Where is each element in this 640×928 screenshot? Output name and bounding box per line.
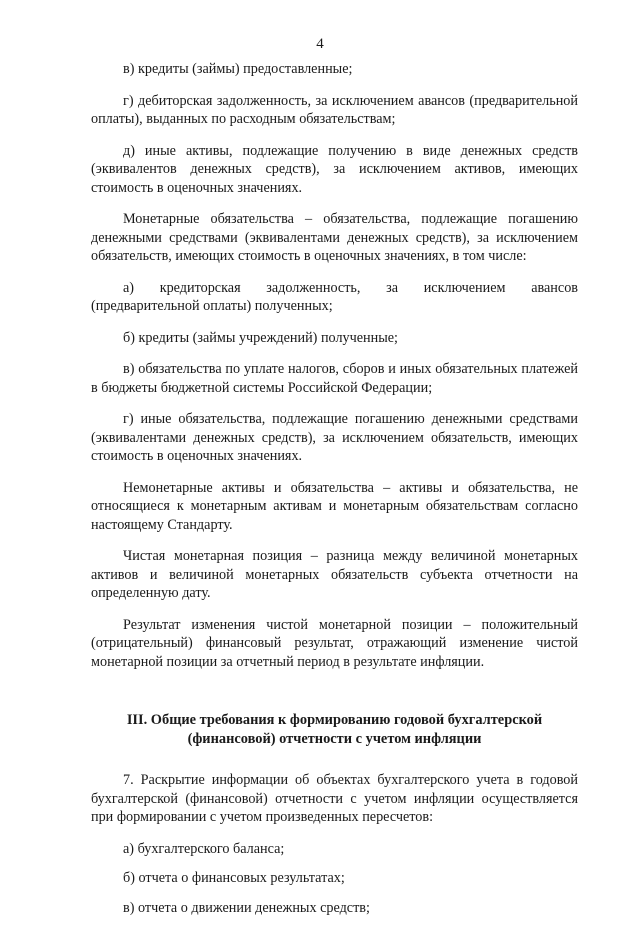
paragraph-other-obligations: г) иные обязательства, подлежащие погашению денежными средствами (эквивалентами денежных средств), за исключением обязательств, имеющих стоимость в оценочных значениях.	[91, 411, 578, 464]
paragraph-payables: а) кредиторская задолженность, за исключением авансов (предварительной оплаты) полученных;	[91, 279, 578, 314]
paragraph-loans-received: б) кредиты (займы учреждений) полученные;	[123, 329, 399, 346]
paragraph-monetary-liabilities-definition: Монетарные обязательства – обязательства, подлежащие погашению денежными средствами (эквивалентами денежных средств), за исключением обязательств, имеющих стоимость в оценочных значениях, в том числе:	[91, 211, 578, 264]
paragraph-net-monetary-position: Чистая монетарная позиция – разница между величиной монетарных активов и величиной монетарных обязательств субъекта отчетности на определенную дату.	[91, 548, 578, 601]
paragraph-receivables: г) дебиторская задолженность, за исключением авансов (предварительной оплаты), выданных по расходным обязательствам;	[91, 92, 578, 127]
section-heading-line1: III. Общие требования к формированию годовой бухгалтерской	[126, 712, 543, 728]
paragraph-credits-provided: в) кредиты (займы) предоставленные;	[123, 61, 353, 77]
paragraph-tax-obligations: в) обязательства по уплате налогов, сборов и иных обязательных платежей в бюджеты бюджетной системы Российской Федерации;	[91, 361, 578, 396]
page-number: 4	[316, 36, 324, 52]
paragraph-nonmonetary-definition: Немонетарные активы и обязательства – активы и обязательства, не относящиеся к монетарным активам и монетарным обязательствам согласно настоящему Стандарту.	[91, 479, 578, 533]
list-item-balance-sheet: а) бухгалтерского баланса;	[123, 840, 285, 857]
section-heading	[91, 711, 578, 749]
paragraph-item-7: 7. Раскрытие информации об объектах бухгалтерского учета в годовой бухгалтерской (финансовой) отчетности с учетом инфляции осуществляется при формировании с учетом произведенных пересчетов:	[91, 772, 578, 825]
paragraph-net-monetary-position-result: Результат изменения чистой монетарной позиции – положительный (отрицательный) финансовый результат, отражающий изменение чистой монетарной позиции за отчетный период в результате инфляции.	[91, 616, 578, 670]
document-body	[91, 60, 578, 928]
list-item-cash-flows: в) отчета о движении денежных средств;	[123, 899, 370, 916]
section-heading-line2: (финансовой) отчетности с учетом инфляции	[187, 731, 482, 747]
list-item-financial-results: б) отчета о финансовых результатах;	[123, 870, 345, 886]
paragraph-other-assets: д) иные активы, подлежащие получению в виде денежных средств (эквивалентов денежных средств), за исключением активов, имеющих стоимость в оценочных значениях.	[91, 142, 578, 196]
